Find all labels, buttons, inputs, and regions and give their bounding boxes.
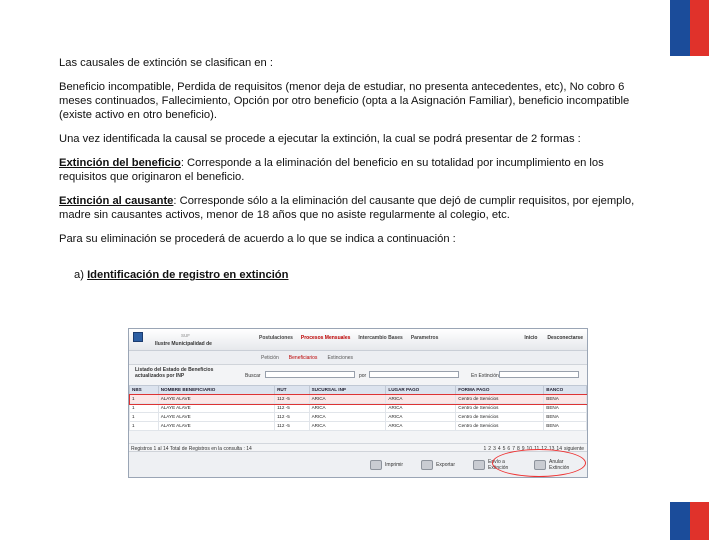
- por-select[interactable]: [369, 371, 459, 378]
- estado-label: En Extinción: [471, 373, 499, 379]
- app-logo-text: SUF: [181, 333, 190, 338]
- col-banco: BANCO: [544, 386, 587, 395]
- print-button[interactable]: Imprimir: [370, 460, 403, 470]
- page-link[interactable]: 9: [521, 445, 525, 452]
- col-nbs: NBS: [130, 386, 159, 395]
- extinction-benefit-paragraph: [59, 156, 649, 184]
- send-icon: [473, 460, 485, 470]
- col-lugar-pago: LUGAR PAGO: [386, 386, 456, 395]
- page-link[interactable]: 12: [541, 445, 547, 452]
- page-link[interactable]: 8: [516, 445, 520, 452]
- page-link[interactable]: 14: [556, 445, 562, 452]
- forms-text: Una vez identificada la causal se procede a ejecutar la extinción, la cual se podrá presentar de 2 formas :: [59, 133, 581, 145]
- nav-desconectarse[interactable]: Desconectarse: [547, 335, 583, 341]
- list-title: Listado del Estado de Beneficios actualizados por INP: [135, 367, 214, 379]
- app-logo-icon: [133, 332, 143, 342]
- page-link[interactable]: 5: [502, 445, 506, 452]
- highlight-circle: [492, 449, 586, 477]
- extinction-causante-title: Extinción al causante: [59, 195, 174, 207]
- main-nav: [259, 335, 438, 341]
- procedure-text: Para su eliminación se procederá de acuerdo a lo que se indica a continuación :: [59, 233, 456, 245]
- nav-right: [524, 335, 583, 341]
- extinction-causante-paragraph: [59, 194, 649, 222]
- send-extinction-button[interactable]: Envío a Extinción: [473, 459, 516, 471]
- export-icon: [421, 460, 433, 470]
- section-heading: [74, 268, 649, 282]
- extinction-benefit-text: : Corresponde a la eliminación del beneficio en su totalidad por incumplimiento en los requisitos que originaron el beneficio.: [59, 157, 604, 183]
- extinction-causante-text: : Corresponde sólo a la eliminación del causante que dejó de cumplir requisitos, por ejemplo, madre sin causantes activos, menor de 18 años que no asiste regularmente al colegio, etc.: [59, 195, 635, 221]
- intro-text: Las causales de extinción se clasifican en :: [59, 57, 273, 69]
- export-button[interactable]: Exportar: [421, 460, 455, 470]
- page-link[interactable]: 4: [497, 445, 501, 452]
- page-link[interactable]: 2: [488, 445, 492, 452]
- causes-text: Beneficio incompatible, Perdida de requisitos (menor deja de estudiar, no presenta antecedentes, etc), No cobro 6 meses continuados, Fallecimiento, Opción por otro beneficio (opta a la Asignación Familiar), beneficio incompatible (existe activo en otro beneficio).: [59, 81, 630, 121]
- sub-nav: [129, 351, 587, 365]
- page-link[interactable]: 6: [507, 445, 511, 452]
- table-row[interactable]: 1 ALAYE ALAVE 112 -5 ARICA ARICA Centro de Servicios BENA: [130, 422, 587, 431]
- table-row[interactable]: 1 ALAYE ALAVE 112 -5 ARICA ARICA Centro de Servicios BENA: [130, 413, 587, 422]
- col-forma-pago: FORMA PAGO: [456, 386, 544, 395]
- section-title: Identificación de registro en extinción: [87, 269, 289, 281]
- page-next[interactable]: siguiente: [563, 445, 584, 452]
- page-link[interactable]: 7: [512, 445, 515, 452]
- nav-item-procesos-mensuales[interactable]: Procesos Mensuales: [300, 335, 351, 341]
- pager-info: Registros 1 al 14 Total de Registros en la consulta : 14: [131, 445, 252, 452]
- subnav-extinciones[interactable]: Extinciones: [327, 354, 354, 361]
- col-sucursal: SUCURSAL INP: [309, 386, 386, 395]
- section-prefix: a): [74, 269, 88, 281]
- extinction-benefit-title: Extinción del beneficio: [59, 157, 181, 169]
- nav-item-intercambio-bases[interactable]: Intercambio Bases: [358, 335, 403, 341]
- search-input[interactable]: [265, 371, 355, 378]
- search-label: Buscar: [245, 373, 261, 379]
- cancel-extinction-button[interactable]: Anular Extinción: [534, 459, 577, 471]
- app-header: [129, 329, 587, 351]
- nav-item-parametros[interactable]: Parametros: [410, 335, 439, 341]
- nav-inicio[interactable]: Inicio: [524, 335, 538, 341]
- table-row[interactable]: 1 ALAYE ALAVE 112 -5 ARICA ARICA Centro de Servicios BENA: [130, 404, 587, 413]
- table-row[interactable]: 1 ALAYE ALAVE 112 -5 ARICA ARICA Centro de Servicios BENA: [130, 395, 587, 404]
- page-link[interactable]: 13: [548, 445, 555, 452]
- estado-select[interactable]: [499, 371, 579, 378]
- flag-decoration-bottom: [670, 502, 709, 540]
- flag-decoration-top: [670, 0, 709, 56]
- page-link[interactable]: 11: [534, 445, 540, 452]
- subnav-beneficiarios[interactable]: Beneficiarios: [288, 354, 318, 361]
- org-name: Ilustre Municipalidad de: [155, 341, 212, 347]
- por-label: por: [359, 373, 367, 379]
- filter-bar: [129, 365, 587, 385]
- printer-icon: [370, 460, 382, 470]
- col-rut: RUT: [275, 386, 310, 395]
- nav-item-postulaciones[interactable]: Postulaciones: [259, 335, 293, 341]
- page-link[interactable]: 3: [493, 445, 496, 452]
- col-nombre: NOMBRE BENEFICIARIO: [158, 386, 274, 395]
- document-body: [59, 56, 649, 292]
- subnav-peticion[interactable]: Petición: [261, 354, 279, 361]
- page-link[interactable]: 1: [483, 445, 487, 452]
- page-link[interactable]: 10: [526, 445, 533, 452]
- beneficiaries-table: [129, 385, 587, 431]
